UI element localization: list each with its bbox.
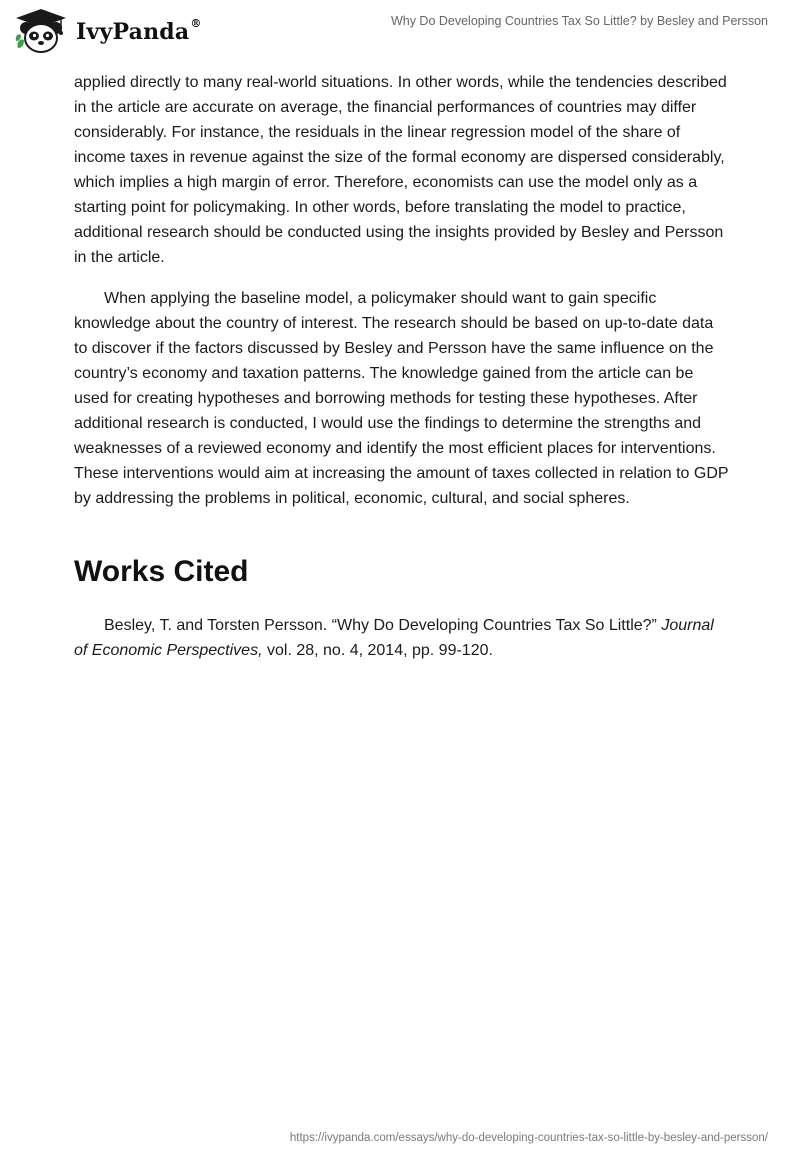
citation-authors-title: Besley, T. and Torsten Persson. “Why Do Developing Countries Tax So Little?”	[104, 617, 657, 634]
citation-details: vol. 28, no. 4, 2014, pp. 99-120.	[266, 642, 493, 659]
citation-journal: Journal of Economic Perspectives,	[74, 617, 714, 659]
paragraph: applied directly to many real-world situations. In other words, while the tendencies described in the article are accurate on average, the financial performances of countries may differ considerably. For instance, the residuals in the linear regression model of the share of income taxes in revenue against the size of the formal economy are dispersed considerably, which implies a high margin of error. Therefore, economists can use the model only as a starting point for policymaking. In other words, before translating the model to practice, additional research should be conducted using the insights provided by Besley and Persson in the article.	[74, 74, 727, 266]
page-header	[0, 0, 800, 60]
ivypanda-logo[interactable]	[14, 8, 202, 54]
essay-body	[74, 70, 730, 511]
paragraph: When applying the baseline model, a policymaker should want to gain specific knowledge about the country of interest. The research should be based on up-to-date data to discover if the factors discussed by Besley and Persson have the same influence on the country’s economy and taxation patterns. The knowledge gained from the article can be used for creating hypotheses and borrowing methods for testing these hypotheses. After additional research is conducted, I would use the findings to determine the strengths and weaknesses of a reviewed economy and identify the most efficient places for interventions. These interventions would aim at increasing the amount of taxes collected in relation to GDP by addressing the problems in political, economic, cultural, and social spheres.	[74, 290, 729, 507]
source-url-link[interactable]: https://ivypanda.com/essays/why-do-developing-countries-tax-so-little-by-besley-and-persson/	[289, 1132, 768, 1144]
works-cited-heading: Works Cited	[74, 555, 249, 588]
panda-graduate-icon	[14, 8, 68, 54]
document-title: Why Do Developing Countries Tax So Little? by Besley and Persson	[390, 14, 768, 28]
brand-name: IvyPanda®	[76, 16, 202, 45]
citation-entry	[74, 613, 730, 663]
